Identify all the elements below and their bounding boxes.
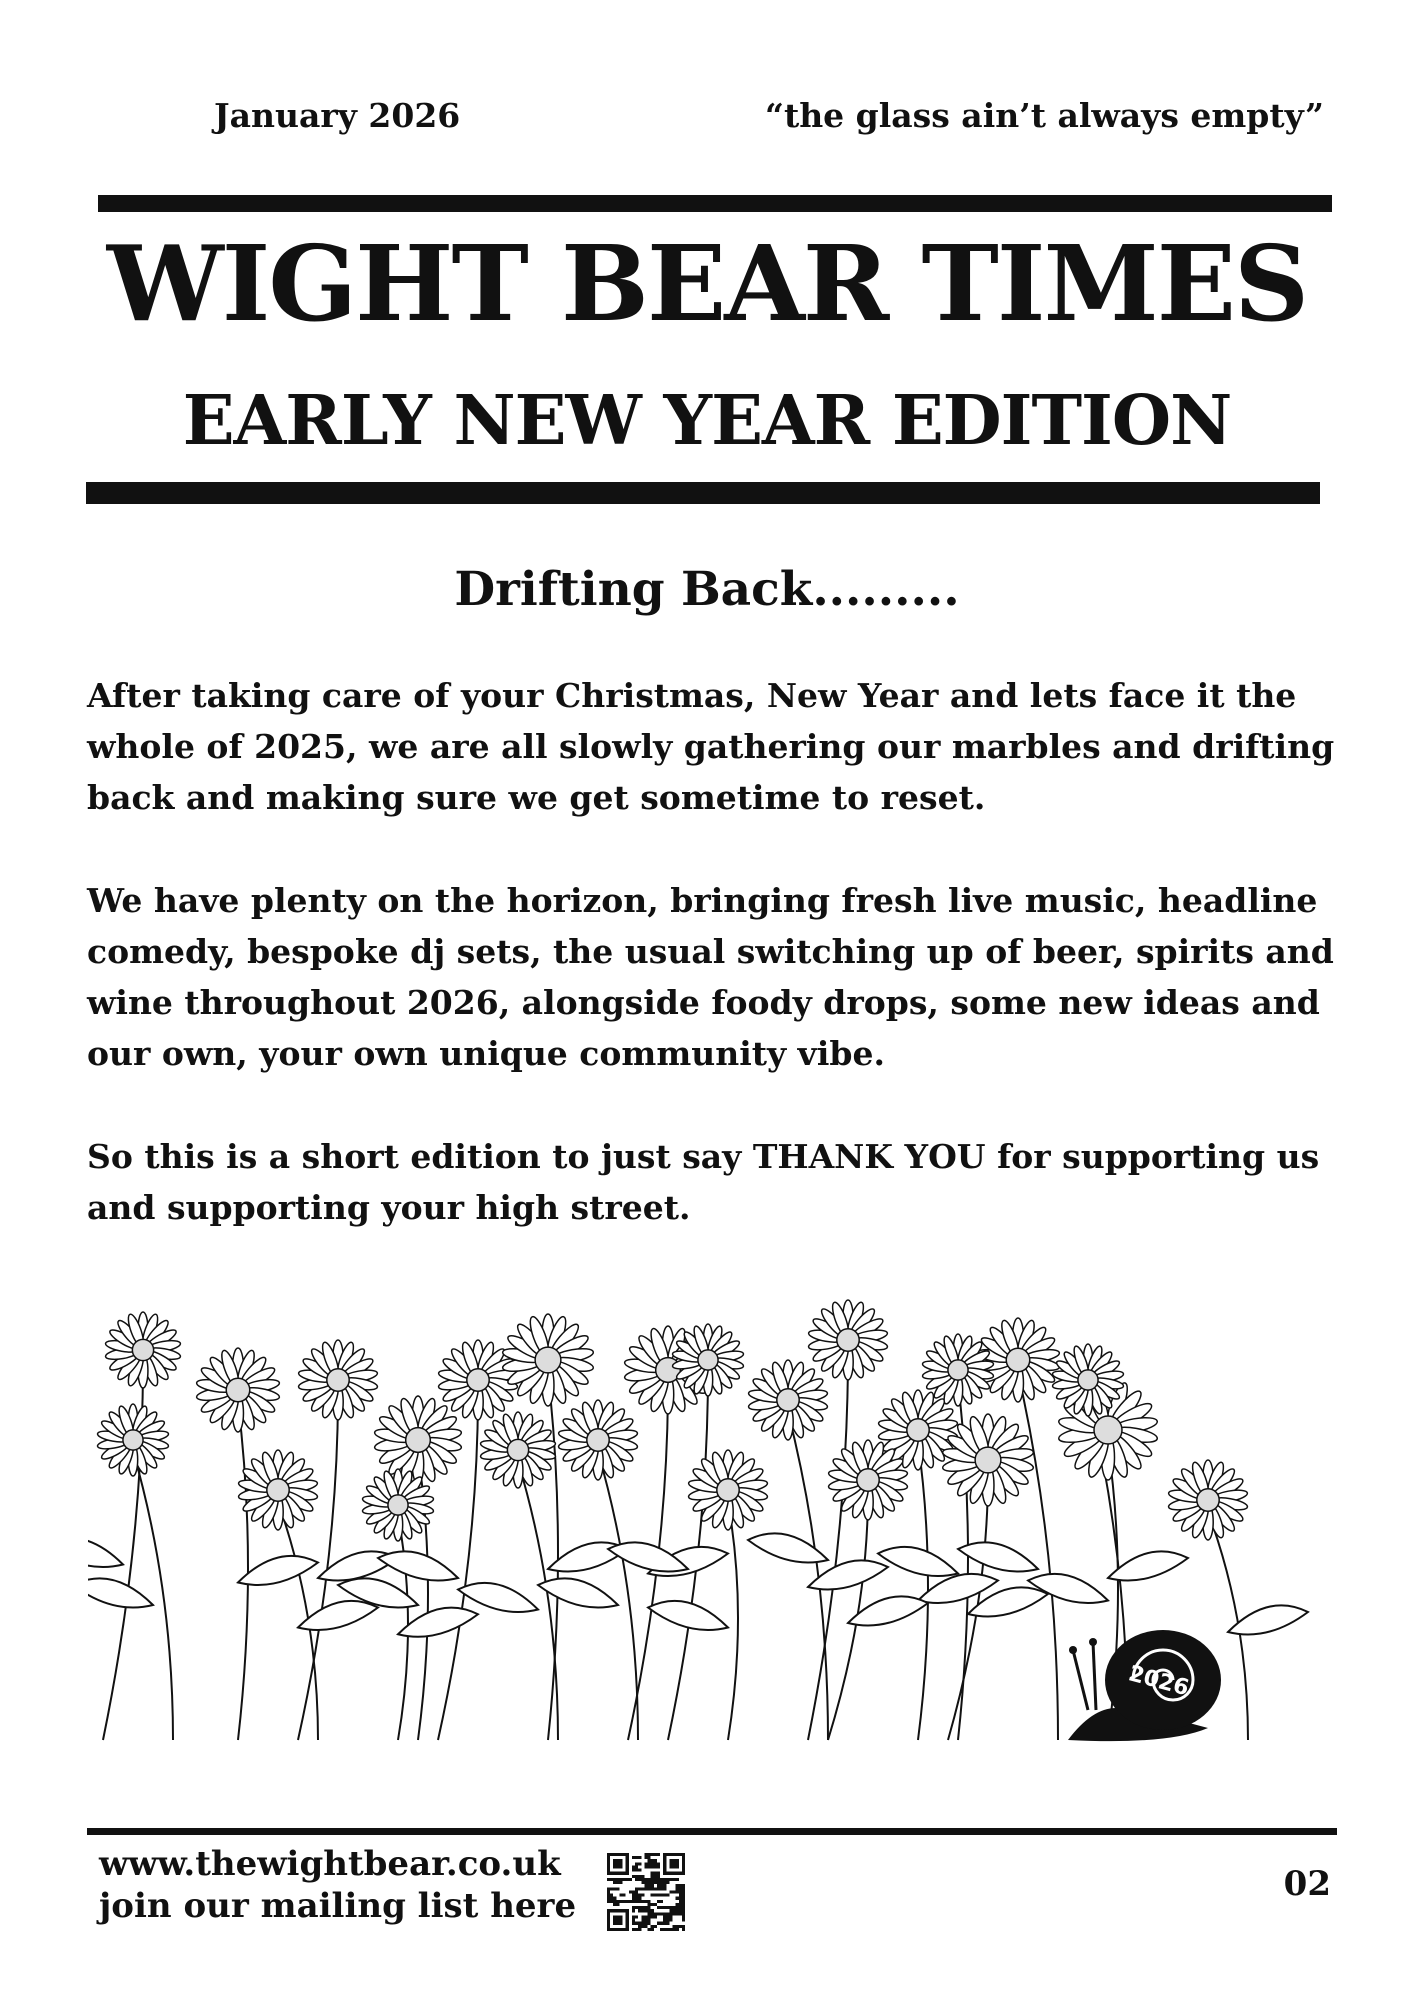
daisy-leaf	[458, 1583, 538, 1612]
daisy-flower	[105, 1312, 182, 1388]
daisy-leaf	[878, 1547, 958, 1576]
daisy-leaf	[538, 1578, 618, 1607]
daisy-illustration	[88, 1240, 1338, 1780]
page-number: 02	[1283, 1864, 1331, 1904]
masthead-divider	[86, 482, 1320, 504]
daisy-leaf	[1108, 1551, 1188, 1580]
daisy-stem	[728, 1502, 738, 1740]
daisy-flower	[688, 1450, 769, 1530]
article-headline: Drifting Back.........	[454, 562, 960, 617]
snail-icon	[1068, 1630, 1221, 1741]
website-link[interactable]: www.thewightbear.co.uk	[99, 1844, 561, 1884]
daisy-flower	[808, 1300, 889, 1380]
article-paragraph-1: After taking care of your Christmas, New Year and lets face it the whole of 2025, we are all slowly gathering our marbles and drifting back and making sure we get sometime to reset.	[87, 676, 1335, 817]
tagline: “the glass ain’t always empty”	[764, 96, 1324, 135]
daisy-leaf	[378, 1551, 458, 1580]
footer-divider	[87, 1828, 1337, 1835]
daisy-leaf	[88, 1538, 123, 1567]
daisy-leaf	[808, 1560, 888, 1589]
daisy-flower	[298, 1340, 379, 1420]
daisy-leaf	[88, 1578, 153, 1607]
daisy-flower	[942, 1414, 1035, 1506]
article-paragraph-2: We have plenty on the horizon, bringing fresh live music, headline comedy, bespoke dj sets, the usual switching up of beer, spirits and wine throughout 2026, alongside foody drops, some new ideas and our own, your own unique community vibe.	[87, 881, 1334, 1073]
top-divider	[98, 195, 1332, 212]
daisy-leaf	[748, 1533, 828, 1562]
daisy-leaf	[648, 1601, 728, 1630]
footer-links	[99, 1843, 576, 1927]
daisy-flower	[196, 1348, 281, 1432]
daisy-flower	[502, 1314, 595, 1406]
issue-date: January 2026	[214, 96, 461, 135]
daisy-flower	[748, 1360, 829, 1440]
daisy-flower	[480, 1412, 557, 1488]
daisy-flower	[1168, 1460, 1249, 1540]
daisy-leaf	[238, 1556, 318, 1585]
daisy-flower	[362, 1469, 435, 1541]
daisy-stem	[918, 1442, 928, 1740]
article-paragraph-3: So this is a short edition to just say THANK YOU for supporting us and supporting your high street.	[87, 1137, 1320, 1227]
daisy-flower	[97, 1404, 170, 1476]
masthead-title: WIGHT BEAR TIMES	[106, 222, 1308, 345]
daisy-flower	[558, 1400, 639, 1480]
daisy-stem	[238, 1403, 248, 1740]
daisy-flower	[238, 1450, 319, 1530]
daisy-leaf	[1228, 1605, 1308, 1634]
snail-label: 2026	[1125, 1661, 1192, 1702]
daisy-leaf	[298, 1601, 378, 1630]
daisy-leaf	[958, 1542, 1038, 1571]
daisy-leaf	[398, 1608, 478, 1637]
edition-title: EARLY NEW YEAR EDITION	[182, 381, 1232, 461]
mailing-list-link[interactable]: join our mailing list here	[99, 1886, 577, 1926]
qr-code-icon[interactable]	[607, 1853, 685, 1931]
